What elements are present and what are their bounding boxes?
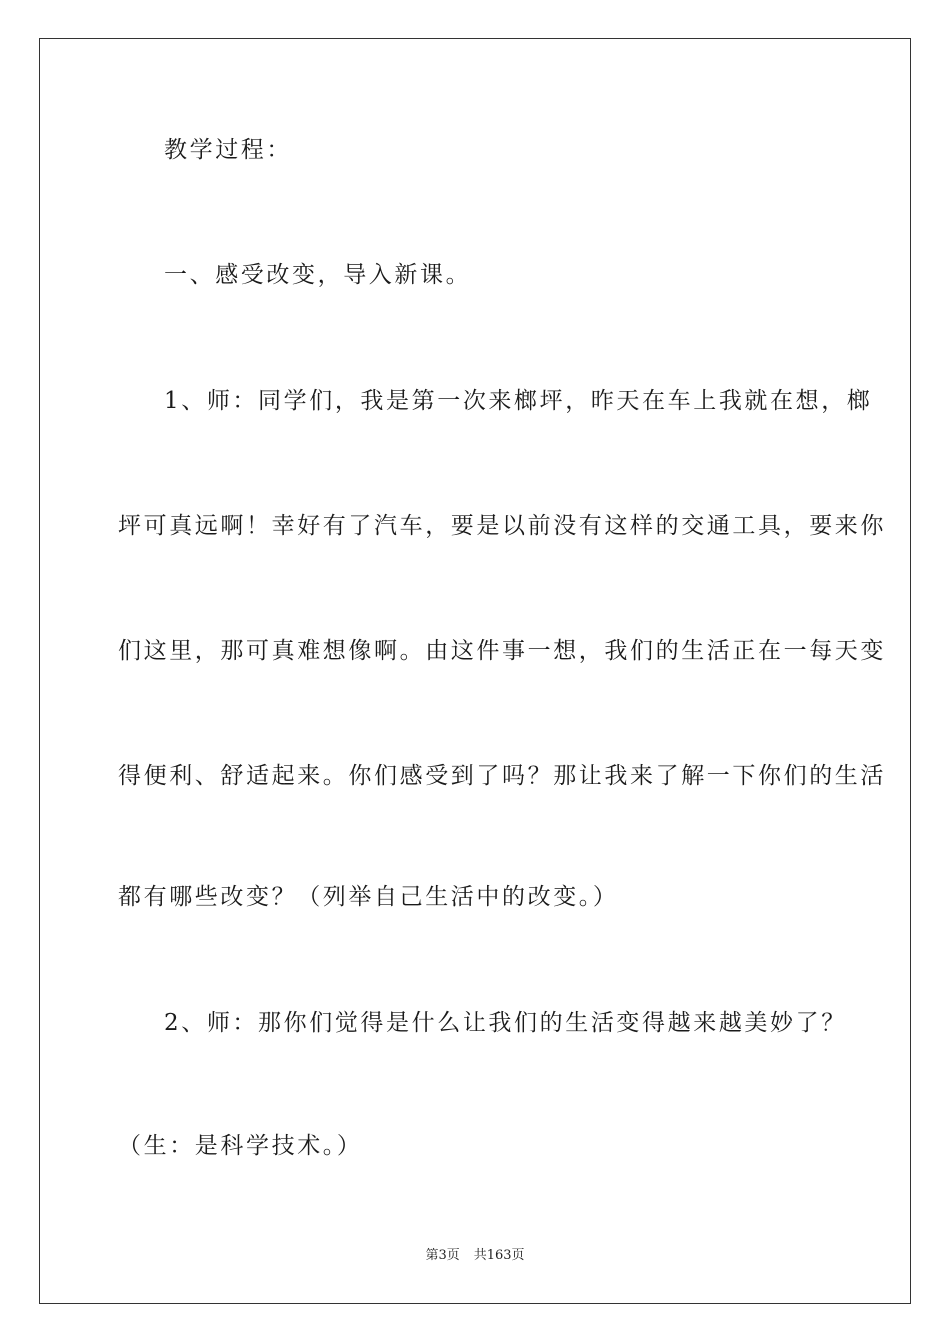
paragraph-1-line-5: 都有哪些改变？（列举自己生活中的改变。）: [118, 884, 619, 910]
paragraph-1-line-4: 得便利、舒适起来。你们感受到了吗？那让我来了解一下你们的生活: [118, 763, 886, 789]
paragraph-2-line-1: 2、师：那你们觉得是什么让我们的生活变得越来越美妙了？: [164, 1010, 847, 1036]
section-heading-1: 一、感受改变，导入新课。: [164, 262, 472, 288]
paragraph-1-line-1: 1、师：同学们，我是第一次来榔坪，昨天在车上我就在想，榔: [164, 388, 873, 414]
paragraph-2-line-2: （生：是科学技术。）: [118, 1133, 363, 1159]
page-footer: [0, 1248, 950, 1264]
heading-teaching-process: 教学过程：: [164, 137, 292, 163]
paragraph-1-line-2: 坪可真远啊！幸好有了汽车，要是以前没有这样的交通工具，要来你: [118, 513, 886, 539]
page-border: [39, 38, 911, 1304]
paragraph-1-line-3: 们这里，那可真难想像啊。由这件事一想，我们的生活正在一每天变: [118, 638, 886, 664]
total-pages: 共163页: [473, 1248, 525, 1263]
page-number: 第3页: [425, 1248, 460, 1263]
